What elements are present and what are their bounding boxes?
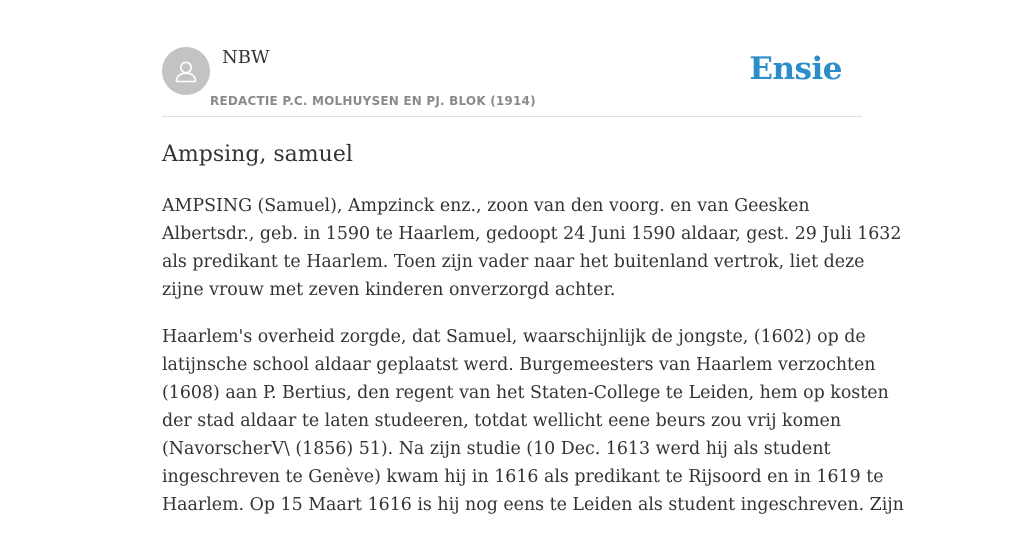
- text-line: Haarlem. Op 15 Maart 1616 is hij nog eens te Leiden als student ingeschreven. Zijn: [162, 495, 904, 515]
- avatar[interactable]: [162, 47, 210, 95]
- article-title: Ampsing, samuel: [162, 142, 353, 167]
- page-container: [162, 0, 904, 515]
- article-paragraph: [162, 323, 904, 519]
- ensie-logo[interactable]: Ensie: [749, 51, 842, 87]
- user-icon: [162, 47, 210, 95]
- source-header: [162, 0, 862, 117]
- text-line: AMPSING (Samuel), Ampzinck enz., zoon van den voorg. en van Geesken: [162, 196, 810, 216]
- text-line: Haarlem's overheid zorgde, dat Samuel, waarschijnlijk de jongste, (1602) op de: [162, 327, 866, 347]
- source-name[interactable]: NBW: [222, 47, 270, 68]
- article-paragraph: [162, 192, 902, 304]
- text-line: Albertsdr., geb. in 1590 te Haarlem, gedoopt 24 Juni 1590 aldaar, gest. 29 Juli 1632: [162, 224, 902, 244]
- text-line: der stad aldaar te laten studeeren, totdat wellicht eene beurs zou vrij komen: [162, 411, 842, 431]
- text-line: (1608) aan P. Bertius, den regent van het Staten-College te Leiden, hem op kosten: [162, 383, 889, 403]
- article-body: [162, 192, 904, 538]
- text-line: als predikant te Haarlem. Toen zijn vader naar het buitenland vertrok, liet deze: [162, 252, 865, 272]
- text-line: ingeschreven te Genève) kwam hij in 1616 als predikant te Rijsoord en in 1619 te: [162, 467, 884, 487]
- text-line: latijnsche school aldaar geplaatst werd. Burgemeesters van Haarlem verzochten: [162, 355, 876, 375]
- text-line: zijne vrouw met zeven kinderen onverzorgd achter.: [162, 280, 616, 300]
- source-editors: REDACTIE P.C. MOLHUYSEN EN PJ. BLOK (1914): [210, 94, 536, 108]
- text-line: (NavorscherV\ (1856) 51). Na zijn studie (10 Dec. 1613 werd hij als student: [162, 439, 831, 459]
